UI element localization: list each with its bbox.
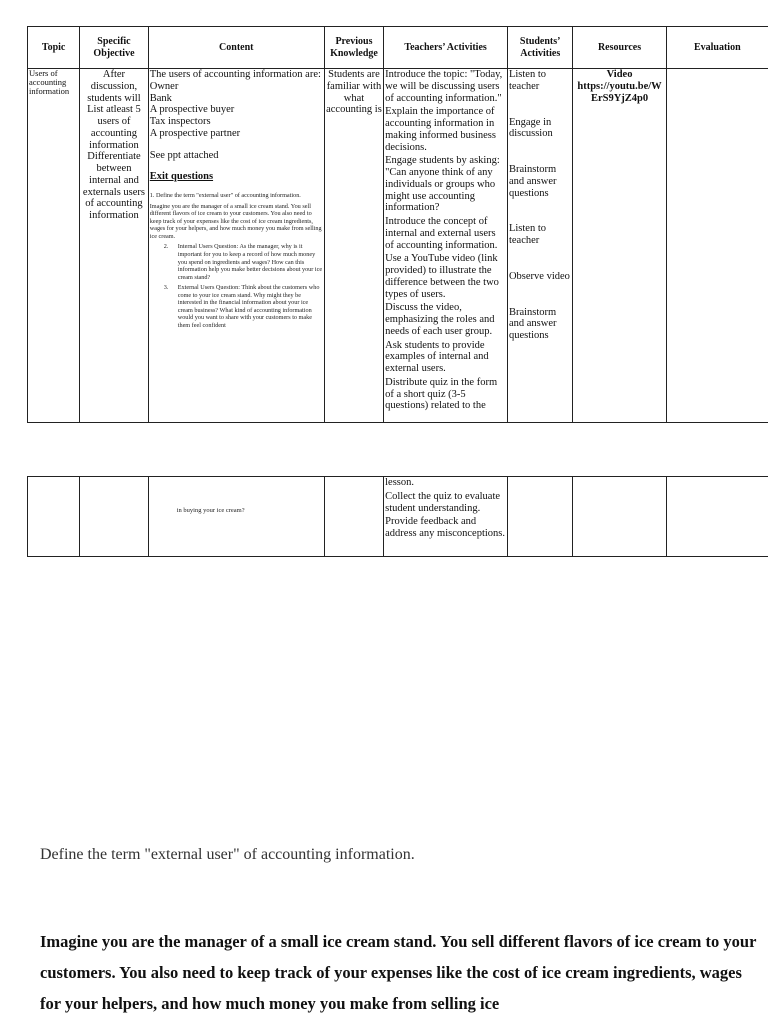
evaluation-cell — [666, 477, 768, 557]
exit-question-2 — [150, 243, 323, 281]
header-previous-knowledge: Previous Knowledge — [324, 27, 383, 69]
resources-cell — [573, 69, 666, 423]
objective-cell — [80, 69, 149, 423]
student-activity: Observe video — [508, 270, 570, 282]
content-cell — [148, 69, 324, 423]
users-list — [150, 81, 323, 140]
objective-1: After discussion, students will List atleast 5 users of accounting information — [87, 69, 141, 151]
topic-text: Users of accounting information — [29, 68, 70, 96]
header-students-activities: Students’ Activities — [507, 27, 573, 69]
header-row — [28, 27, 768, 69]
exit-question-3-text: External Users Question: Think about the customers who come to your ice cream stand. Why might they be interested in the financial information about your ice cream business? What kind of accounting information would you want to share with your customers to make them feel confident — [177, 284, 320, 329]
header-objective: Specific Objective — [80, 27, 149, 69]
table-row — [28, 69, 768, 423]
students-activities-list — [509, 69, 572, 342]
resources-link[interactable]: https://youtu.be/WErS9YjZ4p0 — [577, 80, 662, 104]
exit-question-3-number: 3. — [163, 284, 169, 292]
teacher-activity: Introduce the concept of internal and external users of accounting information. — [385, 216, 498, 251]
exit-scenario: Imagine you are the manager of a small ice cream stand. You sell different flavors of ice cream to your customers. You also need to keep track of your expenses like the cost of ice cream ingredients, wages for your helpers, and how much money you make from selling ice cream. — [149, 202, 322, 240]
scenario-text: Imagine you are the manager of a small ice cream stand. You sell different flavors of ice cream to your customers. You also need to keep track of your expenses like the cost of ice cream ingredients, wages for your helpers, and how much money you make from selling ice — [40, 932, 757, 1013]
content-intro: The users of accounting information are: — [149, 69, 321, 80]
user-list-item: Bank — [149, 92, 172, 104]
students-activities-cell — [507, 69, 573, 423]
question-text: Define the term "external user" of accounting information. — [40, 846, 415, 863]
previous-knowledge-text: Students are familiar with what accounting is — [326, 69, 382, 116]
teacher-activity: Provide feedback and address any misconceptions. — [385, 516, 505, 539]
students-activities-cell — [507, 477, 573, 557]
table-row — [28, 477, 768, 557]
previous-knowledge-cell — [324, 477, 383, 557]
teacher-activity: Distribute quiz in the form of a short quiz (3-5 questions) related to the — [385, 376, 498, 412]
exit-questions — [150, 192, 323, 330]
previous-knowledge-cell — [324, 69, 383, 423]
teachers-activities-cell — [384, 69, 508, 423]
content-cell — [148, 477, 324, 557]
student-activity: Listen to teacher — [508, 69, 547, 92]
teacher-activity: Ask students to provide examples of internal and external users. — [385, 339, 489, 374]
objective-2: Differentiate between internal and externals users of accounting information — [82, 151, 146, 221]
student-activity: Brainstorm and answer questions — [508, 306, 557, 341]
student-activity: Listen to teacher — [508, 223, 547, 246]
teacher-activity: Introduce the topic: "Today, we will be discussing users of accounting information." — [385, 69, 503, 104]
header-evaluation: Evaluation — [666, 27, 768, 69]
user-list-item: A prospective buyer — [149, 104, 235, 116]
user-list-item: A prospective partner — [149, 127, 241, 139]
objective-cell — [80, 477, 149, 557]
lesson-plan-table-continued — [27, 476, 768, 557]
content-ppt: See ppt attached — [149, 149, 219, 161]
resources-cell — [573, 477, 666, 557]
user-list-item: Tax inspectors — [149, 116, 211, 127]
teacher-activity: Collect the quiz to evaluate student understanding. — [385, 490, 501, 514]
student-activity: Engage in discussion — [508, 116, 553, 140]
topic-cell — [28, 69, 80, 423]
header-teachers-activities: Teachers’ Activities — [384, 27, 508, 69]
evaluation-cell — [666, 69, 768, 423]
exit-questions-heading: Exit questions — [149, 171, 214, 183]
resources-label: Video — [606, 69, 633, 80]
exit-question-2-text: Internal Users Question: As the manager, why is it important for you to keep a record of how much money you spend on ingredients and wages? How can this information help you make better decisions about your ice cream stand? — [177, 243, 323, 281]
teachers-activities-cell — [384, 477, 508, 557]
header-content: Content — [148, 27, 324, 69]
teacher-activity: lesson. — [385, 477, 415, 488]
header-topic: Topic — [28, 27, 80, 69]
teachers-activities-list — [385, 69, 506, 412]
user-list-item: Owner — [149, 80, 179, 92]
header-resources: Resources — [573, 27, 666, 69]
student-activity: Brainstorm and answer questions — [508, 164, 557, 199]
teachers-activities-list — [385, 477, 506, 540]
lesson-plan-table — [27, 26, 768, 423]
topic-cell — [28, 477, 80, 557]
content-text: in buying your ice cream? — [176, 507, 245, 514]
teacher-activity: Discuss the video, emphasizing the roles and needs of each user group. — [385, 302, 495, 337]
exit-question-1: 1. Define the term "external user" of accounting information. — [149, 192, 301, 199]
teacher-activity: Engage students by asking: "Can anyone think of any individuals or groups who might use accounting information? — [385, 155, 500, 214]
exit-question-3 — [150, 284, 323, 329]
teacher-activity: Use a YouTube video (link provided) to illustrate the difference between the two types of users. — [385, 253, 499, 300]
teacher-activity: Explain the importance of accounting information in making informed business decisions. — [385, 106, 496, 153]
exit-question-2-number: 2. — [163, 243, 169, 251]
